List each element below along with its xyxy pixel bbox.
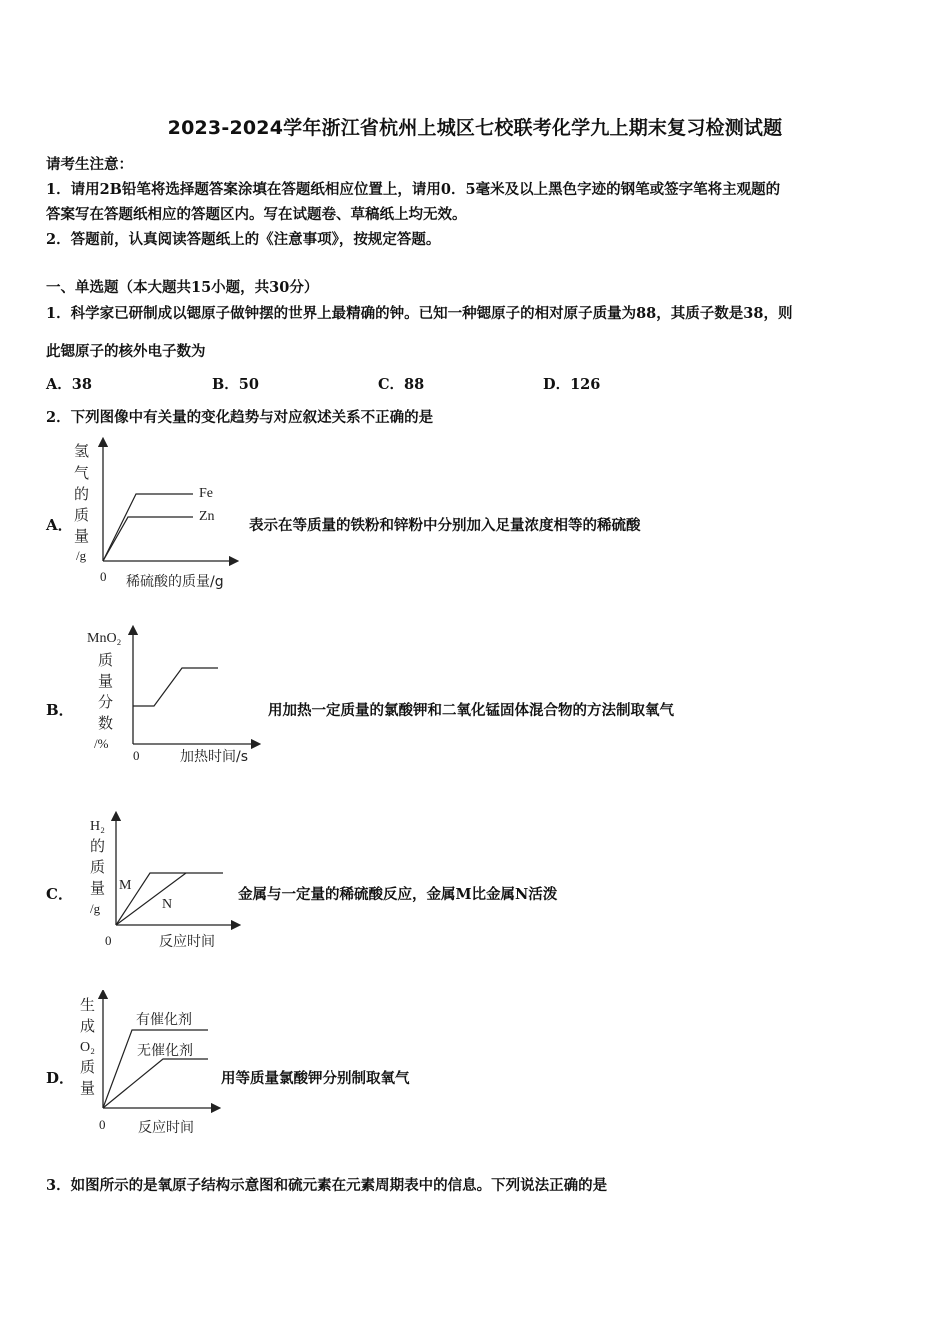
q2-option-d-text: 用等质量氯酸钾分别制取氧气 (221, 1070, 410, 1087)
q1-option-b: B．50 (212, 376, 259, 393)
y-label-4: 量 (80, 1079, 96, 1097)
x-label: 加热时间/s (180, 749, 249, 765)
notice-line-1b: 答案写在答题纸相应的答题区内。写在试题卷、草稿纸上均无效。 (46, 206, 467, 223)
y-label-2: 分 (98, 693, 114, 711)
q3-stem: 3．如图所示的是氧原子结构示意图和硫元素在元素周期表中的信息。下列说法正确的是 (46, 1177, 608, 1194)
y-label-3: 数 (98, 714, 114, 732)
y-label-3: 质 (74, 506, 90, 524)
x-label: 稀硫酸的质量/g (126, 574, 224, 590)
q2-option-d-label: D． (46, 1069, 75, 1087)
q2-graph-c (84, 810, 244, 955)
origin: 0 (99, 1117, 106, 1132)
q1-stem-cont: 此锶原子的核外电子数为 (46, 343, 206, 360)
y-top-label: MnO₂ (87, 631, 122, 646)
q1-option-d: D．126 (543, 376, 601, 393)
catalyst-label: 有催化剂 (136, 1012, 192, 1028)
y-top-label: H₂ (90, 819, 105, 834)
q2-option-a-text: 表示在等质量的铁粉和锌粉中分别加入足量浓度相等的稀硫酸 (249, 517, 641, 534)
fe-label: Fe (199, 486, 213, 501)
q2-option-b-text: 用加热一定质量的氯酸钾和二氧化锰固体混合物的方法制取氧气 (268, 702, 674, 719)
x-label: 反应时间 (138, 1120, 194, 1136)
y-label-0: 生 (80, 996, 96, 1014)
notice-line-2: 2．答题前，认真阅读答题纸上的《注意事项》，按规定答题。 (46, 231, 441, 248)
notice-line-1: 1．请用2B铅笔将选择题答案涂填在答题纸相应位置上，请用0．5毫米及以上黑色字迹的钢笔或签字笔将主观题的 (46, 181, 781, 198)
q2-graph-d (74, 990, 234, 1140)
y-label-3: 质 (80, 1058, 96, 1076)
no-catalyst-label: 无催化剂 (137, 1043, 193, 1059)
y-label-4: /% (94, 736, 109, 751)
q2-stem: 2．下列图像中有关量的变化趋势与对应叙述关系不正确的是 (46, 409, 434, 426)
q2-option-b-label: B． (46, 701, 74, 719)
zn-curve (103, 517, 193, 561)
q1-stem: 1．科学家已研制成以锶原子做钟摆的世界上最精确的钟。已知一种锶原子的相对原子质量为88，其质子数是38，则 (46, 305, 793, 322)
y-label-2: 量 (90, 879, 106, 897)
q2-option-c-label: C． (46, 885, 73, 903)
origin: 0 (133, 748, 140, 763)
y-label-3: /g (90, 901, 101, 916)
section-heading: 一、单选题（本大题共15小题，共30分） (46, 279, 319, 296)
mno2-curve (133, 668, 218, 706)
notice-heading: 请考生注意： (46, 156, 133, 173)
y-label-0: 的 (90, 837, 106, 855)
y-label-2: 的 (74, 485, 90, 503)
fe-curve (103, 494, 193, 561)
zn-label: Zn (199, 509, 215, 524)
y-label-1: 质 (90, 858, 106, 876)
q2-option-c-text: 金属与一定量的稀硫酸反应，金属M比金属N活泼 (238, 886, 558, 903)
y-label-0: 氢 (74, 442, 90, 460)
catalyst-curve (103, 1030, 208, 1108)
q2-graph-a (66, 436, 256, 594)
page-title: 2023-2024学年浙江省杭州上城区七校联考化学九上期末复习检测试题 (167, 117, 783, 139)
origin: 0 (100, 569, 107, 584)
y-label-1: 量 (98, 672, 114, 690)
q2-graph-b (84, 624, 274, 770)
y-label-4: 量 (74, 527, 90, 545)
origin: 0 (105, 933, 112, 948)
q1-option-c: C．88 (378, 376, 425, 393)
y-label-5: /g (76, 548, 87, 563)
y-label-2: O₂ (80, 1040, 95, 1055)
y-label-0: 质 (98, 651, 114, 669)
x-label: 反应时间 (159, 934, 215, 950)
q1-option-a: A．38 (46, 376, 92, 393)
q2-option-a-label: A． (46, 516, 73, 534)
y-label-1: 成 (80, 1017, 96, 1035)
n-label: N (162, 897, 173, 912)
m-label: M (119, 878, 132, 893)
y-label-1: 气 (74, 464, 90, 482)
